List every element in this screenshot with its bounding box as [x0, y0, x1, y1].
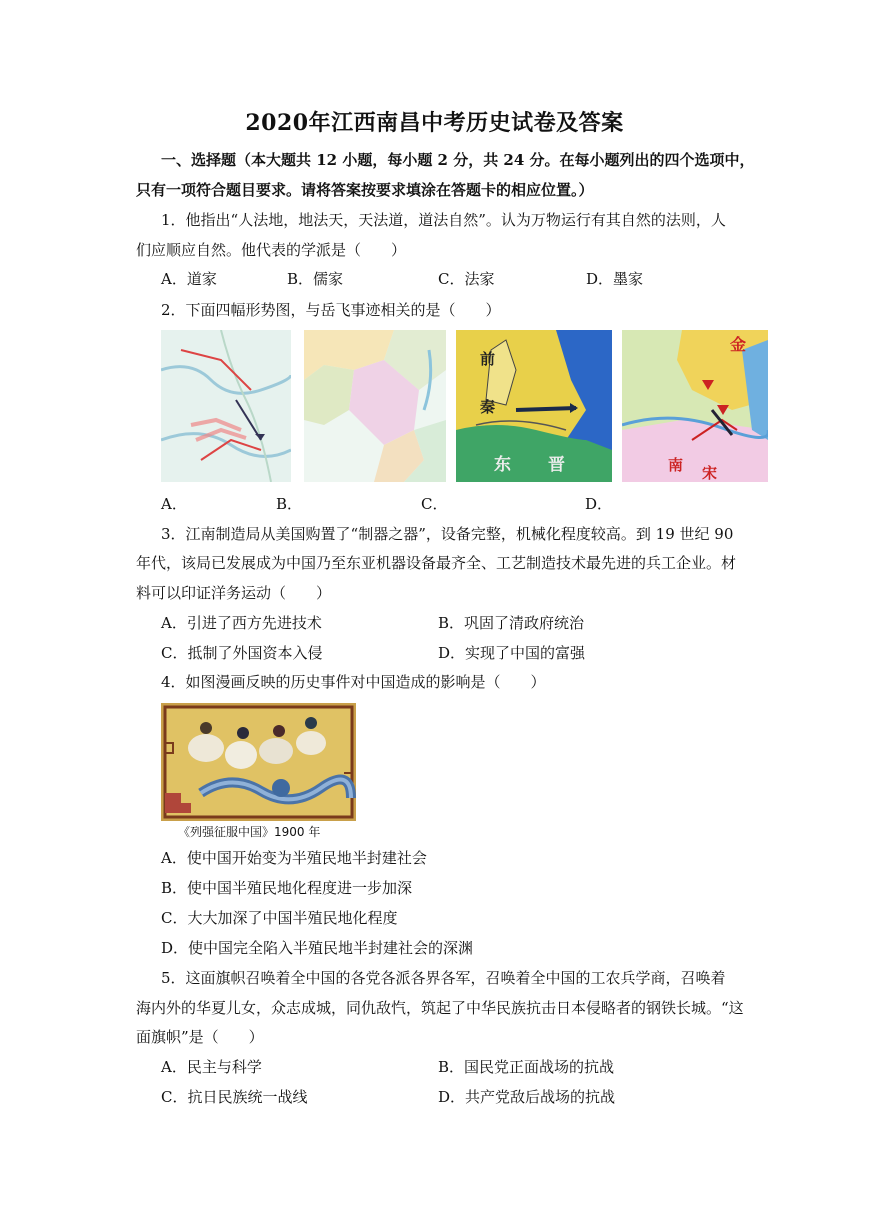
map-d-image	[622, 330, 768, 482]
q2-option-a: A．	[161, 495, 187, 513]
section-heading-line2: 只有一项符合题目要求。请将答案按要求填涂在答题卡的相应位置。）	[136, 181, 594, 199]
q5-stem-line1: 5．这面旗帜召唤着全中国的各党各派各界各军，召唤着全中国的工农兵学商，召唤着	[161, 969, 726, 987]
map-a-image	[161, 330, 291, 482]
q4-option-d: D．使中国完全陷入半殖民地半封建社会的深渊	[161, 939, 474, 957]
map-c-label-qin: 秦	[480, 398, 496, 416]
q3-option-b: B．巩固了清政府统治	[438, 614, 585, 632]
q4-stem: 4．如图漫画反映的历史事件对中国造成的影响是（ ）	[161, 673, 546, 691]
q1-option-c: C．法家	[438, 270, 495, 288]
map-c-image	[456, 330, 612, 482]
q5-option-a: A．民主与科学	[161, 1058, 262, 1076]
q1-option-b: B．儒家	[287, 270, 344, 288]
q3-option-c: C．抵制了外国资本入侵	[161, 644, 323, 662]
q3-option-d: D．实现了中国的富强	[438, 644, 586, 662]
q5-option-d: D．共产党敌后战场的抗战	[438, 1088, 616, 1106]
section-heading-line1: 一、选择题（本大题共 12 小题，每小题 2 分，共 24 分。在每小题列出的四个选项中，	[161, 151, 755, 169]
q5-option-c: C．抗日民族统一战线	[161, 1088, 308, 1106]
map-c-label-qian: 前	[480, 350, 496, 368]
q5-stem-line2: 海内外的华夏儿女，众志成城，同仇敌忾，筑起了中华民族抗击日本侵略者的钢铁长城。“这	[136, 999, 744, 1017]
map-d-label-nan: 南	[668, 456, 684, 474]
q5-stem-line3: 面旗帜”是（ ）	[136, 1028, 264, 1046]
page-title: 2020年江西南昌中考历史试卷及答案	[245, 110, 624, 136]
q4-option-c: C．大大加深了中国半殖民地化程度	[161, 909, 398, 927]
q2-option-b: B．	[276, 495, 303, 513]
map-d-label-song: 宋	[702, 464, 718, 482]
q2-option-d: D．	[585, 495, 613, 513]
q3-stem-line2: 年代，该局已发展成为中国乃至东亚机器设备最齐全、工艺制造技术最先进的兵工企业。材	[136, 554, 737, 572]
q1-stem-line1: 1．他指出“人法地，地法天，天法道，道法自然”。认为万物运行有其自然的法则，人	[161, 211, 726, 229]
q4-option-b: B．使中国半殖民地化程度进一步加深	[161, 879, 413, 897]
map-d-label-jin: 金	[730, 335, 747, 354]
q3-stem-line1: 3．江南制造局从美国购置了“制器之器”，设备完整，机械化程度较高。到 19 世纪 90	[161, 525, 734, 543]
map-b-image	[304, 330, 446, 482]
q2-stem: 2．下面四幅形势图，与岳飞事迹相关的是（ ）	[161, 301, 501, 319]
map-c-label-jin: 晋	[548, 455, 565, 475]
cartoon-caption: 《列强征服中国》1900 年	[178, 825, 321, 839]
map-c-label-dong: 东	[494, 455, 511, 475]
q3-option-a: A．引进了西方先进技术	[161, 614, 322, 632]
q2-option-c: C．	[421, 495, 448, 513]
q1-option-a: A．道家	[161, 270, 217, 288]
q1-option-d: D．墨家	[586, 270, 644, 288]
cartoon-image	[161, 703, 356, 821]
q4-option-a: A．使中国开始变为半殖民地半封建社会	[161, 849, 427, 867]
q1-stem-line2: 们应顺应自然。他代表的学派是（ ）	[136, 241, 407, 259]
q5-option-b: B．国民党正面战场的抗战	[438, 1058, 615, 1076]
q3-stem-line3: 料可以印证洋务运动（ ）	[136, 584, 332, 602]
